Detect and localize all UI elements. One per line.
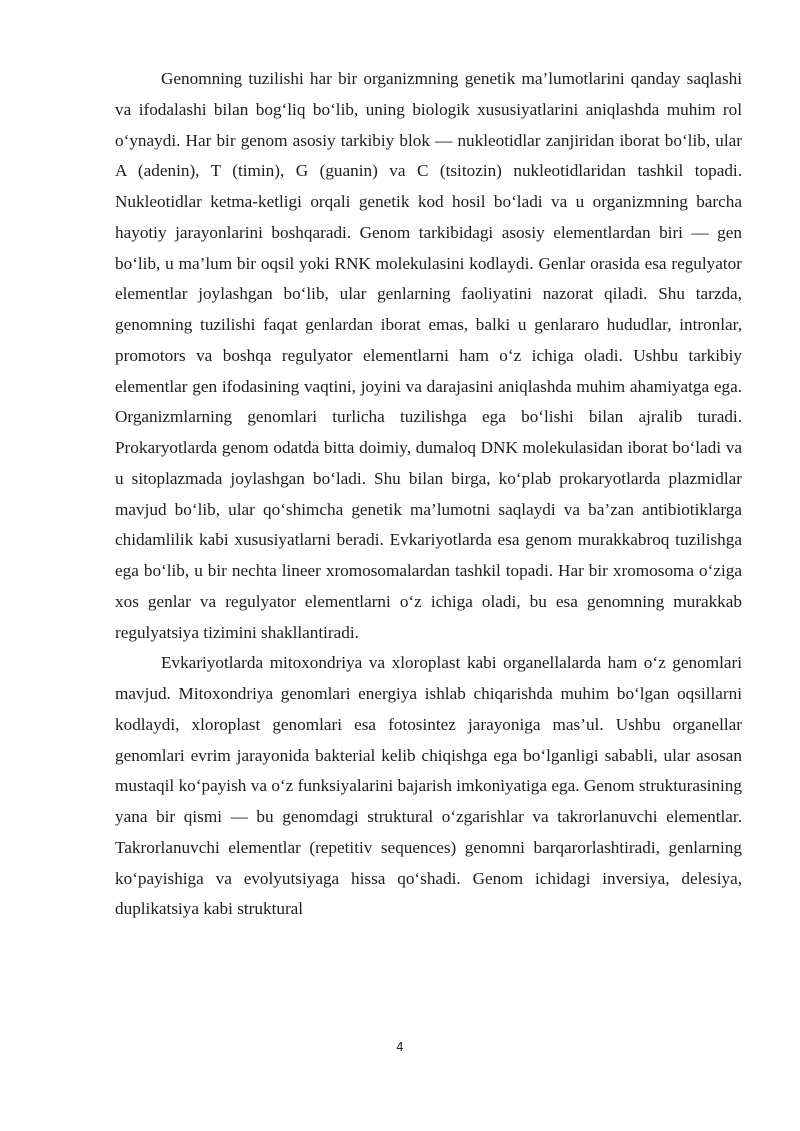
paragraph-organelle-genomes: Evkariyotlarda mitoxondriya va xloroplast kabi organellalarda ham o‘z genomlari mavjud. Mitoxondriya genomlari energiya ishlab chiqarishda muhim bo‘lgan oqsillarni kodlaydi, xloroplast genomlari esa fotosintez jarayoniga mas’ul. Ushbu organellar genomlari evrim jarayonida bakterial kelib chiqishga ega bo‘lganligi sababli, ular asosan mustaqil ko‘payish va o‘z funksiyalarini bajarish imkoniyatiga ega. Genom strukturasining yana bir qismi — bu genomdagi struktural o‘zgarishlar va takrorlanuvchi elementlar. Takrorlanuvchi elementlar (repetitiv sequences) genomni barqarorlashtiradi, genlarning ko‘payishiga va evolyutsiyaga hissa qo‘shadi. Genom ichidagi inversiya, delesiya, duplikatsiya kabi struktural xyxy=(115,653,742,919)
paragraph-genome-structure: Genomning tuzilishi har bir organizmning genetik ma’lumotlarini qanday saqlashi va ifodalashi bilan bog‘liq bo‘lib, uning biologik xususiyatlarini aniqlashda muhim rol o‘ynaydi. Har bir genom asosiy tarkibiy blok — nukleotidlar zanjiridan iborat bo‘lib, ular A (adenin), T (timin), G (guanin) va C (tsitozin) nukleotidlaridan tashkil topadi. Nukleotidlar ketma-ketligi orqali genetik kod hosil bo‘ladi va u organizmning barcha hayotiy jarayonlarini boshqaradi. Genom tarkibidagi asosiy elementlardan biri — gen bo‘lib, u ma’lum bir oqsil yoki RNK molekulasini kodlaydi. Genlar orasida esa regulyator elementlar joylashgan bo‘lib, ular genlarning faoliyatini nazorat qiladi. Shu tarzda, genomning tuzilishi faqat genlardan iborat emas, balki u genlararo hududlar, intronlar, promotors va boshqa regulyator elementlarni ham o‘z ichiga oladi. Ushbu tarkibiy elementlar gen ifodasining vaqtini, joyini va darajasini aniqlashda muhim ahamiyatga ega. Organizmlarning genomlari turlicha tuzilishga ega bo‘lishi bilan ajralib turadi. Prokaryotlarda genom odatda bitta doimiy, dumaloq DNK molekulasidan iborat bo‘ladi va u sitoplazmada joylashgan bo‘ladi. Shu bilan birga, ko‘plab prokaryotlarda plazmidlar mavjud bo‘lib, ular qo‘shimcha genetik ma’lumotni saqlaydi va ba’zan antibiotiklarga chidamlilik kabi xususiyatlarni beradi. Evkariyotlarda esa genom murakkabroq tuzilishga ega bo‘lib, u bir nechta lineer xromosomalardan tashkil topadi. Har bir xromosoma o‘ziga xos genlar va regulyator elementlarni o‘z ichiga oladi, bu esa genomning murakkab regulyatsiya tizimini shakllantiradi. xyxy=(115,69,742,642)
document-page xyxy=(115,64,742,925)
page-number: 4 xyxy=(396,1040,404,1054)
